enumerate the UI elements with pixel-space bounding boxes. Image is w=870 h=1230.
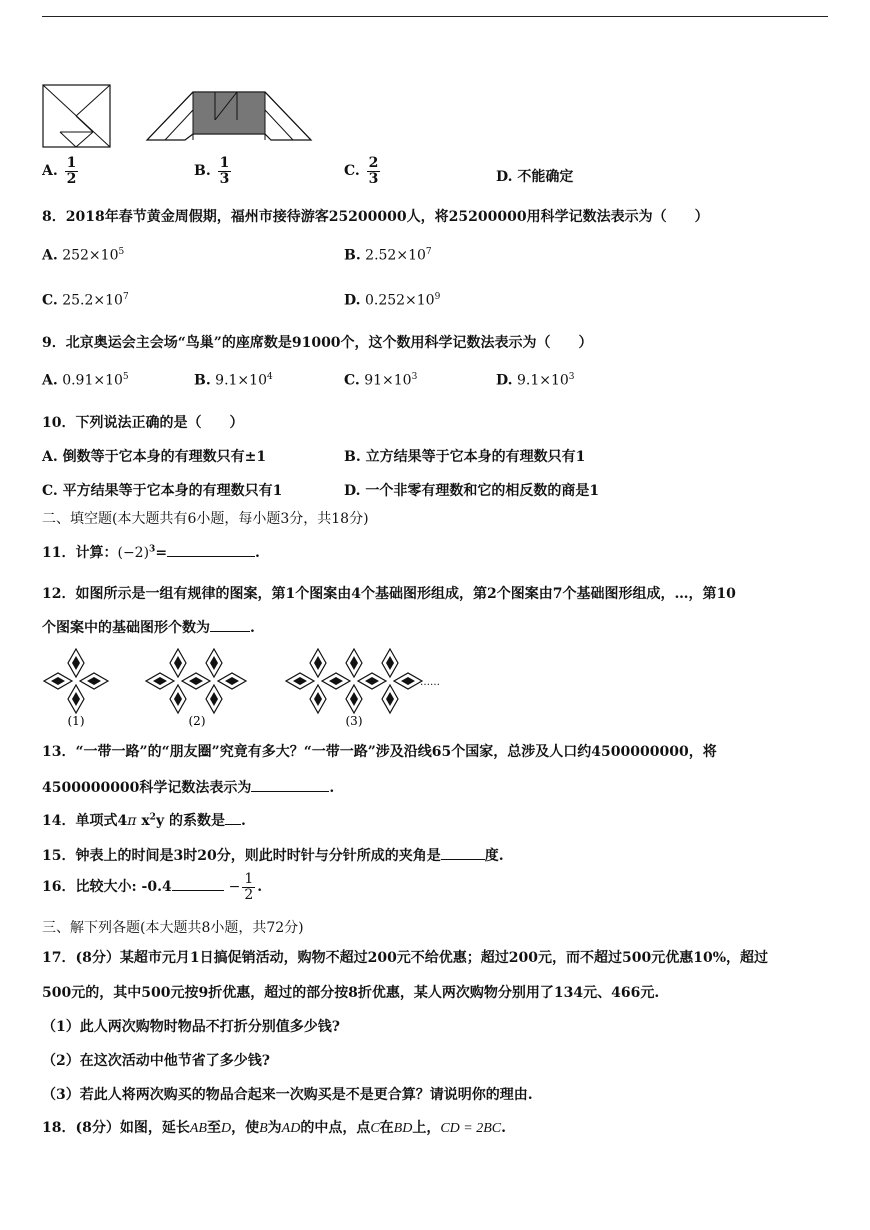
option-label: B. (344, 247, 361, 264)
point-c: C (370, 1121, 380, 1136)
answer-blank[interactable] (251, 777, 329, 792)
q7-option-b (194, 156, 233, 186)
denominator: 3 (368, 170, 379, 187)
q12-line2: 个图案中的基础图形个数为 . (42, 617, 255, 637)
q7-option-c (344, 156, 382, 186)
figure-label-1: (1) (67, 714, 85, 728)
denominator: 2 (244, 886, 254, 903)
fraction (218, 156, 232, 186)
q7-option-d (496, 166, 573, 186)
q8-stem: 8．2018年春节黄金周假期，福州市接待游客25200000人，将25200000用科学记数法表示为（ ） (42, 209, 709, 225)
q12-text: 个图案中的基础图形个数为 (42, 620, 210, 636)
numerator: 1 (219, 155, 230, 171)
q10-stem: 10．下列说法正确的是（ ） (42, 415, 244, 431)
q8-option-c (42, 292, 129, 309)
q17-sub1: （1）此人两次购物时物品不打折分别值多少钱? (42, 1019, 340, 1035)
q18-text: 在 (379, 1120, 394, 1136)
q9-option-c (344, 372, 417, 389)
q18-text: . (501, 1120, 507, 1136)
option-text: 立方结果等于它本身的有理数只有1 (365, 449, 586, 465)
q9-option-b (194, 372, 273, 389)
q8-option-d (344, 292, 440, 309)
q10-option-b (344, 446, 585, 466)
option-label: C. (42, 292, 58, 309)
denominator: 3 (219, 170, 230, 187)
denominator: 2 (66, 170, 77, 187)
option-exponent: 5 (118, 247, 125, 257)
numerator: 1 (244, 871, 254, 887)
q15-suffix: 度. (484, 848, 504, 864)
q17-line2: 500元的，其中500元按9折优惠，超过的部分按8折优惠，某人两次购物分别用了134元、466元. (42, 985, 660, 1001)
q16: 16．比较大小: -0.4 − $\frac{1}{2}$ . (42, 871, 263, 903)
header-rule (42, 16, 828, 17)
figure-label-3: (3) (345, 714, 363, 728)
numerator: 2 (368, 155, 379, 171)
q13-line1: 13．“一带一路”的“朋友圈”究竟有多大？“一带一路”涉及沿线65个国家，总涉及人口约4500000000，将 (42, 744, 717, 760)
figure-label-2: (2) (188, 714, 206, 728)
q8-option-a (42, 247, 124, 264)
q8-option-b (344, 247, 432, 264)
q18-equation: CD = 2BC (440, 1121, 502, 1136)
option-base: 91×10 (364, 372, 412, 389)
trapezoid-figure (145, 90, 313, 142)
q18-text: 为 (267, 1120, 282, 1136)
option-label: D. (344, 483, 361, 499)
option-base: 2.52×10 (365, 247, 426, 264)
figure-ellipsis: …… (420, 677, 440, 688)
option-label: A. (42, 163, 58, 180)
fraction (242, 872, 255, 902)
q9-stem: 9．北京奥运会主会场“鸟巢”的座席数是91000个，这个数用科学记数法表示为（ ） (42, 335, 593, 351)
q17-sub3: （3）若此人将两次购买的物品合起来一次购买是不是更合算？请说明你的理由. (42, 1087, 533, 1103)
q9-option-d (496, 372, 575, 389)
q11-prefix: 11．计算： (42, 545, 118, 561)
q14-suffix: 的系数是 (168, 813, 225, 829)
option-label: D. (344, 292, 361, 309)
minus-sign: − (228, 879, 241, 896)
answer-blank[interactable] (225, 810, 241, 825)
q12-line1: 12．如图所示是一组有规律的图案，第1个图案由4个基础图形组成，第2个图案由7个基础图形组成，…，第10 (42, 586, 736, 602)
option-exponent: 4 (266, 372, 273, 382)
option-text: 一个非零有理数和它的相反数的商是1 (365, 483, 600, 499)
fraction (367, 156, 381, 186)
q14-x: x (141, 813, 150, 829)
q15 (42, 845, 504, 865)
segment-ab: AB (189, 1121, 207, 1136)
option-label: B. (194, 163, 211, 180)
q18 (42, 1117, 506, 1137)
answer-blank[interactable] (210, 617, 250, 632)
pi-symbol: π (127, 813, 137, 829)
point-b: B (259, 1121, 268, 1136)
q17-sub2: （2）在这次活动中他节省了多少钱? (42, 1053, 270, 1069)
q14: 14．单项式4π $x^2y$ 的系数是 . (42, 810, 246, 830)
q17-line1: 17．(8分）某超市元月1日搞促销活动，购物不超过200元不给优惠；超过200元，而不超过500元优惠10%，超过 (42, 950, 769, 966)
q16-prefix: 16．比较大小: -0.4 (42, 879, 172, 896)
q10-option-d (344, 480, 599, 500)
q14-prefix: 14．单项式4 (42, 813, 128, 829)
option-exponent: 9 (434, 292, 441, 302)
q11-suffix: = (155, 545, 168, 561)
option-text: 不能确定 (517, 169, 574, 185)
section-3-heading: 三、解下列各题(本大题共8小题，共72分) (42, 920, 304, 936)
q11-exponent: 3 (149, 544, 156, 555)
pattern-figures (40, 645, 440, 733)
q14-y: y (155, 813, 165, 829)
answer-blank[interactable] (167, 542, 255, 557)
option-exponent: 7 (425, 247, 432, 257)
q18-text: 上， (412, 1120, 441, 1136)
section-2-heading: 二、填空题(本大题共有6小题，每小题3分，共18分) (42, 511, 369, 527)
option-label: A. (42, 247, 58, 264)
q18-text: 至 (206, 1120, 221, 1136)
option-label: C. (42, 483, 58, 499)
option-base: 0.252×10 (364, 292, 435, 309)
option-base: 252×10 (62, 247, 119, 264)
option-label: D. (496, 169, 513, 185)
q13-line2: 4500000000科学记数法表示为 . (42, 777, 334, 797)
q10-option-c (42, 480, 282, 500)
q18-text: 的中点，点 (300, 1120, 371, 1136)
point-d: D (220, 1121, 232, 1136)
option-base: 9.1×10 (516, 372, 569, 389)
q9-option-a (42, 372, 129, 389)
option-label: C. (344, 372, 360, 389)
option-exponent: 3 (411, 372, 418, 382)
segment-bd: BD (393, 1121, 413, 1136)
answer-blank[interactable] (441, 845, 485, 860)
q7-option-a (42, 156, 80, 186)
numerator: 1 (66, 155, 77, 171)
q13-text: 4500000000科学记数法表示为 (42, 780, 252, 796)
option-label: D. (496, 372, 513, 389)
option-base: 25.2×10 (62, 292, 123, 309)
q15-prefix: 15．钟表上的时间是3时20分，则此时时针与分针所成的夹角是 (42, 848, 441, 864)
q18-text: ，使 (231, 1120, 260, 1136)
option-label: A. (42, 372, 58, 389)
option-text: 平方结果等于它本身的有理数只有1 (62, 483, 283, 499)
tangram-square-figure (42, 84, 112, 150)
q10-option-a (42, 446, 266, 466)
q14-exponent: 2 (149, 812, 156, 823)
option-label: A. (42, 449, 58, 465)
option-label: B. (344, 449, 361, 465)
q11-expr: (−2) (117, 545, 150, 561)
answer-blank[interactable] (172, 876, 224, 891)
q18-text: 18．(8分）如图，延长 (42, 1120, 190, 1136)
option-label: C. (344, 163, 360, 180)
q11: 11．计算：$(-2)^3=$ . (42, 542, 260, 562)
option-label: B. (194, 372, 211, 389)
option-exponent: 5 (122, 372, 129, 382)
fraction (65, 156, 79, 186)
option-base: 0.91×10 (62, 372, 123, 389)
option-text: 倒数等于它本身的有理数只有±1 (62, 449, 267, 465)
option-base: 9.1×10 (215, 372, 267, 389)
segment-ad: AD (281, 1121, 301, 1136)
option-exponent: 3 (568, 372, 575, 382)
option-exponent: 7 (122, 292, 129, 302)
